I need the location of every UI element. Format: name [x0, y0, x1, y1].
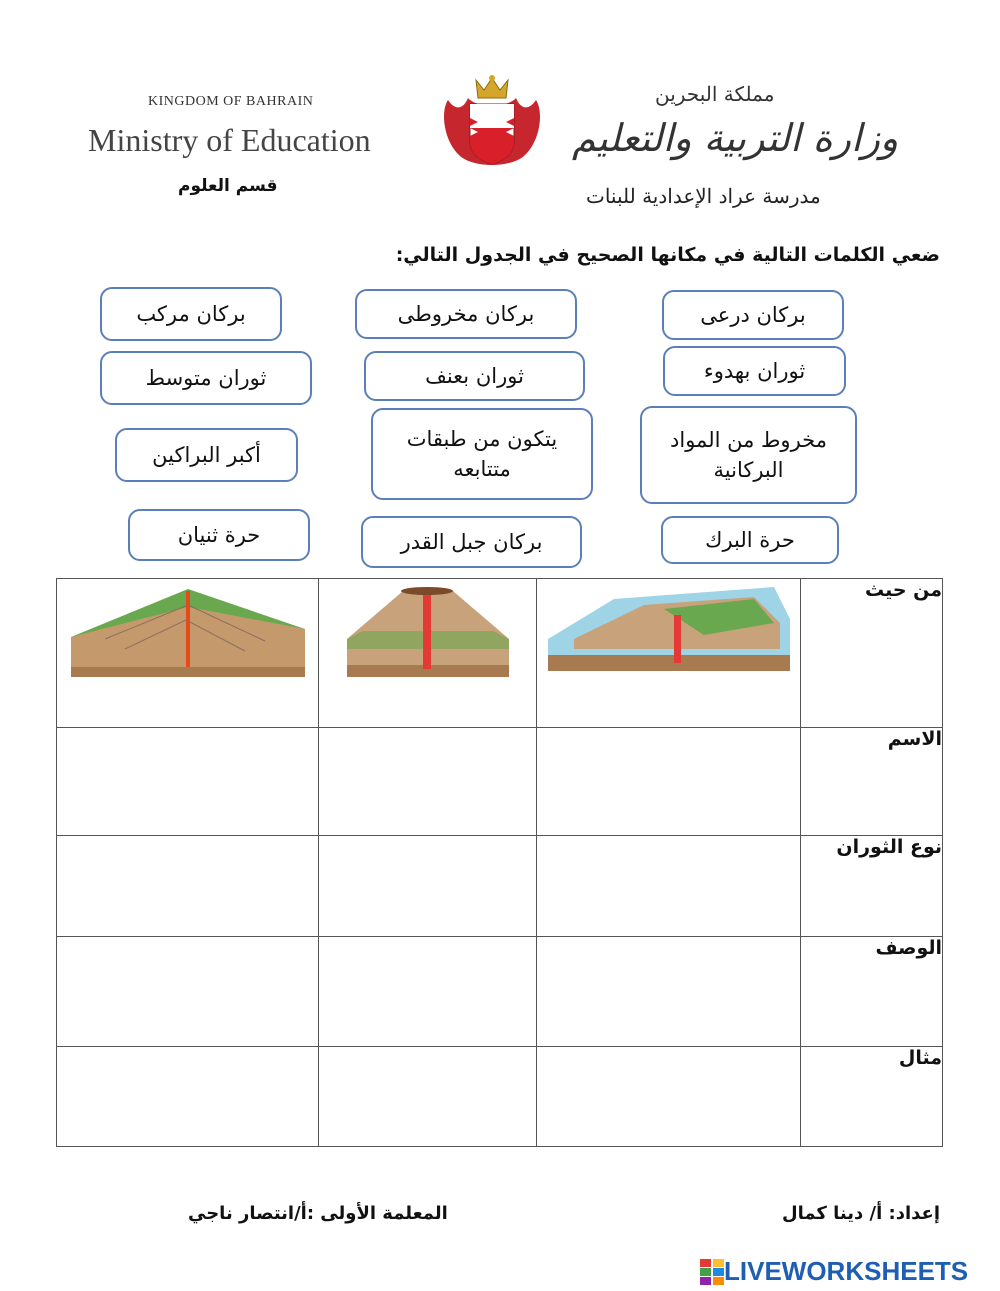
word-card[interactable]: ثوران بهدوء	[663, 346, 846, 396]
cinder-cone-volcano-icon	[343, 579, 513, 679]
word-card[interactable]: ثوران بعنف	[364, 351, 585, 401]
word-card[interactable]: يتكون من طبقات متتابعه	[371, 408, 593, 500]
kingdom-en: KINGDOM OF BAHRAIN	[148, 94, 314, 109]
word-card[interactable]: أكبر البراكين	[115, 428, 298, 482]
word-card[interactable]: حرة ثنيان	[128, 509, 310, 561]
word-card[interactable]: مخروط من المواد البركانية	[640, 406, 857, 504]
ministry-ar: وزارة التربية والتعليم	[572, 116, 899, 160]
row-label-name: الاسم	[801, 728, 943, 836]
answer-cell[interactable]	[319, 937, 537, 1047]
word-card[interactable]: حرة البرك	[661, 516, 839, 564]
bahrain-emblem-icon	[440, 72, 544, 172]
word-card[interactable]: ثوران متوسط	[100, 351, 312, 405]
word-card[interactable]: بركان درعى	[662, 290, 844, 340]
volcano-table	[56, 578, 943, 1147]
row-label-example: مثال	[801, 1047, 943, 1147]
instruction: ضعي الكلمات التالية في مكانها الصحيح في الجدول التالي:	[395, 244, 940, 266]
prepared-by: إعداد: أ/ دينا كمال	[781, 1203, 940, 1224]
school-name: مدرسة عراد الإعدادية للبنات	[586, 184, 821, 208]
department: قسم العلوم	[178, 176, 278, 196]
answer-cell[interactable]	[57, 1047, 319, 1147]
answer-cell[interactable]	[319, 728, 537, 836]
table-row	[57, 836, 943, 937]
row-label-aspect: من حيث	[801, 579, 943, 728]
composite-volcano-icon	[65, 579, 311, 679]
table-row	[57, 937, 943, 1047]
word-card[interactable]: بركان مركب	[100, 287, 282, 341]
shield-volcano-cell	[537, 579, 801, 728]
answer-cell[interactable]	[537, 836, 801, 937]
senior-teacher: المعلمة الأولى :أ/انتصار ناجي	[188, 1203, 448, 1224]
answer-cell[interactable]	[319, 1047, 537, 1147]
row-label-description: الوصف	[801, 937, 943, 1047]
answer-cell[interactable]	[319, 836, 537, 937]
table-row	[57, 1047, 943, 1147]
word-card[interactable]: بركان مخروطى	[355, 289, 577, 339]
answer-cell[interactable]	[537, 1047, 801, 1147]
composite-volcano-cell	[57, 579, 319, 728]
answer-cell[interactable]	[537, 937, 801, 1047]
answer-cell[interactable]	[57, 937, 319, 1047]
word-card[interactable]: بركان جبل القدر	[361, 516, 582, 568]
answer-cell[interactable]	[57, 728, 319, 836]
row-label-eruption-type: نوع الثوران	[801, 836, 943, 937]
answer-cell[interactable]	[537, 728, 801, 836]
liveworksheets-brand[interactable]	[700, 1256, 968, 1287]
brand-name: LIVEWORKSHEETS	[724, 1256, 969, 1286]
cinder-cone-volcano-cell	[319, 579, 537, 728]
ministry-en: Ministry of Education	[88, 122, 371, 158]
table-row	[57, 579, 943, 728]
kingdom-ar: مملكة البحرين	[655, 82, 775, 106]
answer-cell[interactable]	[57, 836, 319, 937]
table-row	[57, 728, 943, 836]
liveworksheets-logo-icon	[700, 1259, 724, 1285]
shield-volcano-icon	[544, 579, 794, 679]
